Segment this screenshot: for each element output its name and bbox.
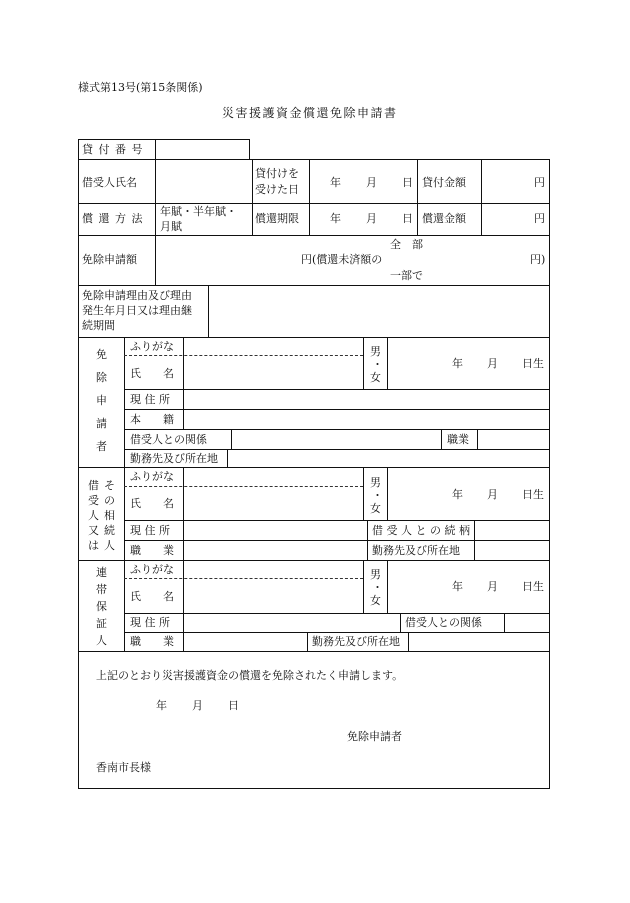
applicant-furigana-field[interactable] xyxy=(184,338,362,354)
guarantor-address-label: 現 住 所 xyxy=(130,616,170,629)
borrower-name-label: 借受人氏名 xyxy=(82,176,137,189)
applicant-furigana-label: ふりがな xyxy=(130,340,174,353)
declaration-applicant-label: 免除申請者 xyxy=(347,730,402,743)
heir-section-col2-char-2: の xyxy=(104,494,115,507)
applicant-domicile-field[interactable] xyxy=(184,410,548,428)
borrower-name-field[interactable] xyxy=(156,160,251,202)
applicant-relation-label: 借受人との関係 xyxy=(130,433,207,446)
heir-relation-field[interactable] xyxy=(475,521,548,539)
heir-furigana-field[interactable] xyxy=(184,468,362,485)
guarantor-section-char-1: 連 xyxy=(96,566,107,579)
applicant-gender-female[interactable]: 女 xyxy=(370,371,381,384)
heir-relation-label: 借 受 人 と の 続 柄 xyxy=(372,524,470,537)
heir-address-field[interactable] xyxy=(184,521,366,539)
guarantor-name-label: 氏 名 xyxy=(130,590,174,603)
repay-method-options-1[interactable]: 年賦・半年賦・ xyxy=(160,205,237,218)
partial-text: 一部で xyxy=(390,269,423,282)
heir-gender-dot: ・ xyxy=(372,489,383,502)
received-date-field[interactable] xyxy=(310,160,416,202)
form-title: 災害援護資金償還免除申請書 xyxy=(222,106,398,120)
guarantor-section-char-4: 証 xyxy=(96,617,107,630)
heir-gender-female[interactable]: 女 xyxy=(370,502,381,515)
applicant-section-char-1: 免 xyxy=(96,348,107,361)
all-part-text: 全 部 xyxy=(390,238,423,251)
heir-section-col2-char-5: 人 xyxy=(104,539,115,552)
heir-section-col1-char-4: 又 xyxy=(88,524,99,537)
heir-occupation-field[interactable] xyxy=(184,541,366,559)
heir-section-col1-char-3: 人 xyxy=(88,509,99,522)
applicant-section-char-2: 除 xyxy=(96,371,107,384)
addressee: 香南市長様 xyxy=(96,761,151,774)
guarantor-birth-year: 年 xyxy=(452,580,463,593)
guarantor-section-char-2: 帯 xyxy=(96,583,107,596)
heir-furigana-label: ふりがな xyxy=(130,470,174,483)
guarantor-section-char-5: 人 xyxy=(96,634,107,647)
heir-section-col2-char-3: 相 xyxy=(104,509,115,522)
received-year: 年 xyxy=(330,176,341,189)
loan-amount-yen: 円 xyxy=(534,176,545,189)
applicant-address-field[interactable] xyxy=(184,390,548,408)
applicant-gender-male[interactable]: 男 xyxy=(370,345,381,358)
applicant-gender-dot: ・ xyxy=(372,358,383,371)
declaration-applicant-field[interactable] xyxy=(410,725,545,747)
heir-section-col2-char-4: 続 xyxy=(104,524,115,537)
reason-label-2: 発生年月日又は理由継 xyxy=(82,304,192,317)
guarantor-section-char-3: 保 xyxy=(96,600,107,613)
applicant-section-char-3: 申 xyxy=(96,394,107,407)
applicant-name-field[interactable] xyxy=(184,357,362,388)
repay-month: 月 xyxy=(366,212,377,225)
received-date-label-2: 受けた日 xyxy=(255,183,299,196)
heir-birth-year: 年 xyxy=(452,488,463,501)
applicant-name-label: 氏 名 xyxy=(130,367,174,380)
loan-number-field[interactable] xyxy=(156,140,248,158)
reason-field[interactable] xyxy=(209,286,548,336)
applicant-birth-year: 年 xyxy=(452,357,463,370)
applicant-workplace-field[interactable] xyxy=(228,450,548,466)
guarantor-workplace-field[interactable] xyxy=(409,633,548,650)
repay-method-options-2[interactable]: 月賦 xyxy=(160,220,182,233)
declaration-day: 日 xyxy=(228,699,239,712)
heir-name-field[interactable] xyxy=(184,488,362,519)
applicant-occupation-field[interactable] xyxy=(478,430,548,448)
heir-section-col1-char-5: は xyxy=(88,539,99,552)
guarantor-gender-dot: ・ xyxy=(372,581,383,594)
repay-period-field[interactable] xyxy=(310,204,416,234)
exemption-amount-label: 免除申請額 xyxy=(82,253,137,266)
heir-section-col1-char-1: 借 xyxy=(88,479,99,492)
guarantor-address-field[interactable] xyxy=(184,614,399,631)
declaration-date-field[interactable] xyxy=(140,694,250,716)
loan-amount-label: 貸付金額 xyxy=(422,176,466,189)
heir-workplace-label: 勤務先及び所在地 xyxy=(372,544,460,557)
guarantor-workplace-label: 勤務先及び所在地 xyxy=(312,635,400,648)
guarantor-occupation-label: 職 業 xyxy=(130,635,174,648)
unpaid-yen: 円) xyxy=(530,253,546,266)
guarantor-furigana-label: ふりがな xyxy=(130,563,174,576)
guarantor-relation-field[interactable] xyxy=(505,614,548,631)
declaration-statement: 上記のとおり災害援護資金の償還を免除されたく申請します。 xyxy=(96,669,404,682)
heir-occupation-label: 職 業 xyxy=(130,544,174,557)
repay-day: 日 xyxy=(402,212,413,225)
applicant-occupation-label: 職業 xyxy=(447,433,469,446)
applicant-section-char-5: 者 xyxy=(96,440,107,453)
applicant-section-char-4: 請 xyxy=(96,417,107,430)
repay-method-label: 償 還 方 法 xyxy=(82,212,144,225)
guarantor-gender-male[interactable]: 男 xyxy=(370,568,381,581)
received-day: 日 xyxy=(402,176,413,189)
unpaid-text: 円(償還未済額の xyxy=(301,253,383,266)
heir-address-label: 現 住 所 xyxy=(130,524,170,537)
repay-amount-label: 償還金額 xyxy=(422,212,466,225)
heir-name-label: 氏 名 xyxy=(130,497,174,510)
guarantor-birth-month: 月 xyxy=(487,580,498,593)
received-month: 月 xyxy=(366,176,377,189)
repay-amount-yen: 円 xyxy=(534,212,545,225)
guarantor-furigana-field[interactable] xyxy=(184,561,362,577)
declaration-year: 年 xyxy=(156,699,167,712)
declaration-month: 月 xyxy=(192,699,203,712)
guarantor-gender-female[interactable]: 女 xyxy=(370,594,381,607)
reason-label-1: 免除申請理由及び理由 xyxy=(82,289,192,302)
heir-section-col2-char-1: そ xyxy=(104,479,115,492)
applicant-address-label: 現 住 所 xyxy=(130,393,170,406)
form-number: 様式第13号(第15条関係) xyxy=(78,81,203,94)
applicant-birth-month: 月 xyxy=(487,357,498,370)
applicant-relation-field[interactable] xyxy=(232,430,440,448)
loan-number-label: 貸 付 番 号 xyxy=(82,143,144,156)
heir-section-col1-char-2: 受 xyxy=(88,494,99,507)
repay-period-label: 償還期限 xyxy=(255,212,299,225)
heir-gender-male[interactable]: 男 xyxy=(370,476,381,489)
received-date-label-1: 貸付けを xyxy=(255,167,299,180)
repay-year: 年 xyxy=(330,212,341,225)
applicant-birth-day: 日生 xyxy=(522,357,544,370)
heir-workplace-field[interactable] xyxy=(475,541,548,559)
guarantor-name-field[interactable] xyxy=(184,580,362,612)
guarantor-birth-day: 日生 xyxy=(522,580,544,593)
applicant-domicile-label: 本 籍 xyxy=(130,413,174,426)
guarantor-relation-label: 借受人との関係 xyxy=(405,616,482,629)
reason-label-3: 続期間 xyxy=(82,319,115,332)
heir-birth-month: 月 xyxy=(487,488,498,501)
applicant-workplace-label: 勤務先及び所在地 xyxy=(130,452,218,465)
heir-birth-day: 日生 xyxy=(522,488,544,501)
guarantor-occupation-field[interactable] xyxy=(184,633,306,650)
